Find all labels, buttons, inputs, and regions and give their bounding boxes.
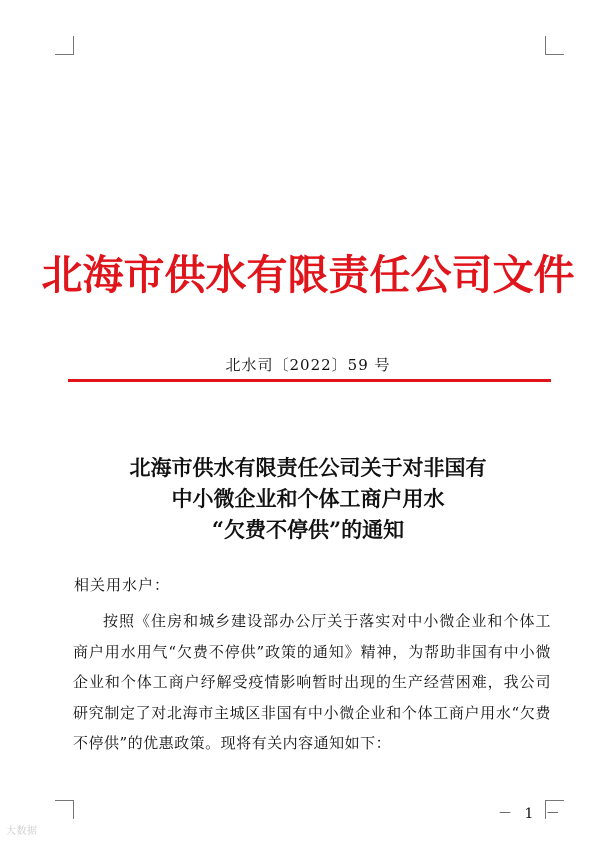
crop-mark-top-left — [55, 36, 74, 55]
watermark-text: 大数据 — [6, 826, 38, 837]
document-red-header-title: 北海市供水有限责任公司文件 — [41, 251, 575, 299]
red-divider-line — [68, 379, 551, 382]
page-number: － 1 － — [498, 806, 564, 822]
notice-title-line-1: 北海市供水有限责任公司关于对非国有 — [129, 455, 487, 480]
crop-mark-bottom-left — [55, 800, 74, 819]
notice-title-line-2: 中小微企业和个体工商户用水 — [171, 486, 445, 511]
document-number: 北水司〔2022〕59 号 — [225, 356, 391, 374]
crop-mark-top-right — [545, 36, 564, 55]
notice-title-line-3: “欠费不停供”的通知 — [211, 517, 405, 542]
body-paragraph: 按照《住房和城乡建设部办公厅关于落实对中小微企业和个体工商户用水用气“欠费不停供”政策的通知》精神，为帮助非国有中小微企业和个体工商户纾解受疫情影响暂时出现的生产经营困难，我公司研究制定了对北海市主城区非国有中小微企业和个体工商户用水“欠费不停供”的优惠政策。现将有关内容通知如下： — [73, 612, 551, 752]
salutation: 相关用水户： — [74, 576, 171, 594]
